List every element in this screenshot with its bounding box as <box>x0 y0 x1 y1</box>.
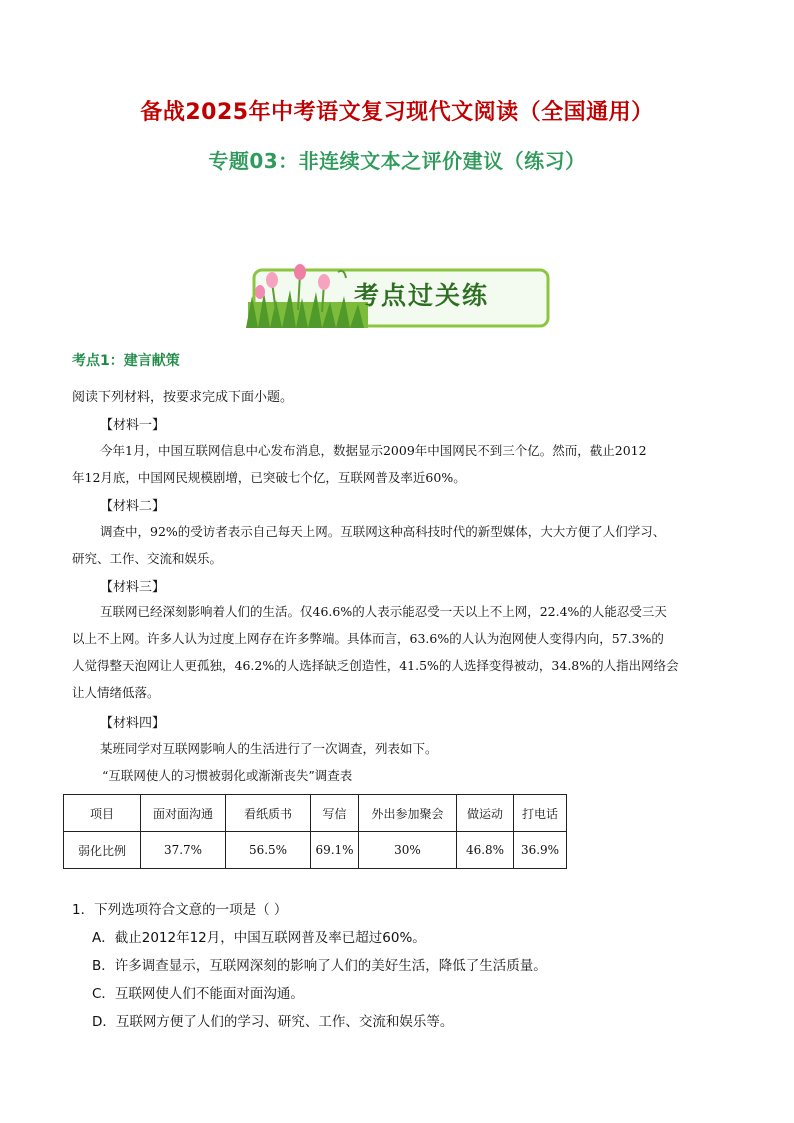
text-line: 以上不上网。许多人认为过度上网存在许多弊端。具体而言，63.6%的人认为泡网使人变得内向，57.3%的 <box>72 631 664 646</box>
material-label: 【材料三】 <box>100 580 166 595</box>
material-text <box>72 598 724 706</box>
table-cell: 56.5% <box>226 832 311 869</box>
material-label: 【材料二】 <box>100 499 166 514</box>
table-cell: 37.7% <box>141 832 226 869</box>
text-line: 互联网已经深刻影响着人们的生活。仅46.6%的人表示能忍受一天以上不上网，22.4%的人能忍受三天 <box>100 604 667 619</box>
text-line: 今年1月，中国互联网信息中心发布消息，数据显示2009年中国网民不到三个亿。然而，截止2012 <box>100 443 647 458</box>
table-caption: “互联网使人的习惯被弱化或渐渐丧失”调查表 <box>102 768 353 783</box>
table-header-cell: 打电话 <box>514 795 567 832</box>
option-d: D．互联网方便了人们的学习、研究、工作、交流和娱乐等。 <box>92 1014 454 1030</box>
section-banner <box>242 262 550 330</box>
survey-table <box>63 794 567 869</box>
option-b: B．许多调查显示，互联网深刻的影响了人们的美好生活，降低了生活质量。 <box>92 958 547 974</box>
text-line: 某班同学对互联网影响人的生活进行了一次调查，列表如下。 <box>100 741 438 756</box>
table-header-cell: 外出参加聚会 <box>359 795 457 832</box>
table-header-cell: 做运动 <box>457 795 514 832</box>
material-label: 【材料一】 <box>100 418 166 433</box>
text-line: 研究、工作、交流和娱乐。 <box>72 551 223 566</box>
table-cell: 30% <box>359 832 457 869</box>
banner-title: 考点过关练 <box>354 281 490 310</box>
material-label: 【材料四】 <box>100 716 166 731</box>
instruction-text: 阅读下列材料，按要求完成下面小题。 <box>72 390 294 405</box>
text-line: 让人情绪低落。 <box>72 685 160 700</box>
option-c: C．互联网使人们不能面对面沟通。 <box>92 986 304 1002</box>
table-header-cell: 写信 <box>311 795 359 832</box>
section-heading: 考点1：建言献策 <box>72 353 180 369</box>
material-text <box>72 437 724 491</box>
text-line: 年12月底，中国网民规模剧增，已突破七个亿，互联网普及率近60%。 <box>72 470 466 485</box>
table-row <box>64 832 567 869</box>
table-cell: 弱化比例 <box>64 832 141 869</box>
text-line: 人觉得整天泡网让人更孤独，46.2%的人选择缺乏创造性，41.5%的人选择变得被动，34.8%的人指出网络会 <box>72 658 679 673</box>
table-header-row <box>64 795 567 832</box>
table-header-cell: 看纸质书 <box>226 795 311 832</box>
table-cell: 46.8% <box>457 832 514 869</box>
option-a: A．截止2012年12月，中国互联网普及率已超过60%。 <box>92 930 426 946</box>
document-subtitle: 专题03：非连续文本之评价建议（练习） <box>208 149 586 173</box>
material-text <box>72 735 724 762</box>
question-stem: 1．下列选项符合文意的一项是（ ） <box>72 902 288 918</box>
text-line: 调查中，92%的受访者表示自己每天上网。互联网这种高科技时代的新型媒体，大大方便了人们学习、 <box>100 524 666 539</box>
table-cell: 69.1% <box>311 832 359 869</box>
table-header-cell: 项目 <box>64 795 141 832</box>
table-cell: 36.9% <box>514 832 567 869</box>
material-text <box>72 518 724 572</box>
document-title: 备战2025年中考语文复习现代文阅读（全国通用） <box>140 100 654 125</box>
table-header-cell: 面对面沟通 <box>141 795 226 832</box>
